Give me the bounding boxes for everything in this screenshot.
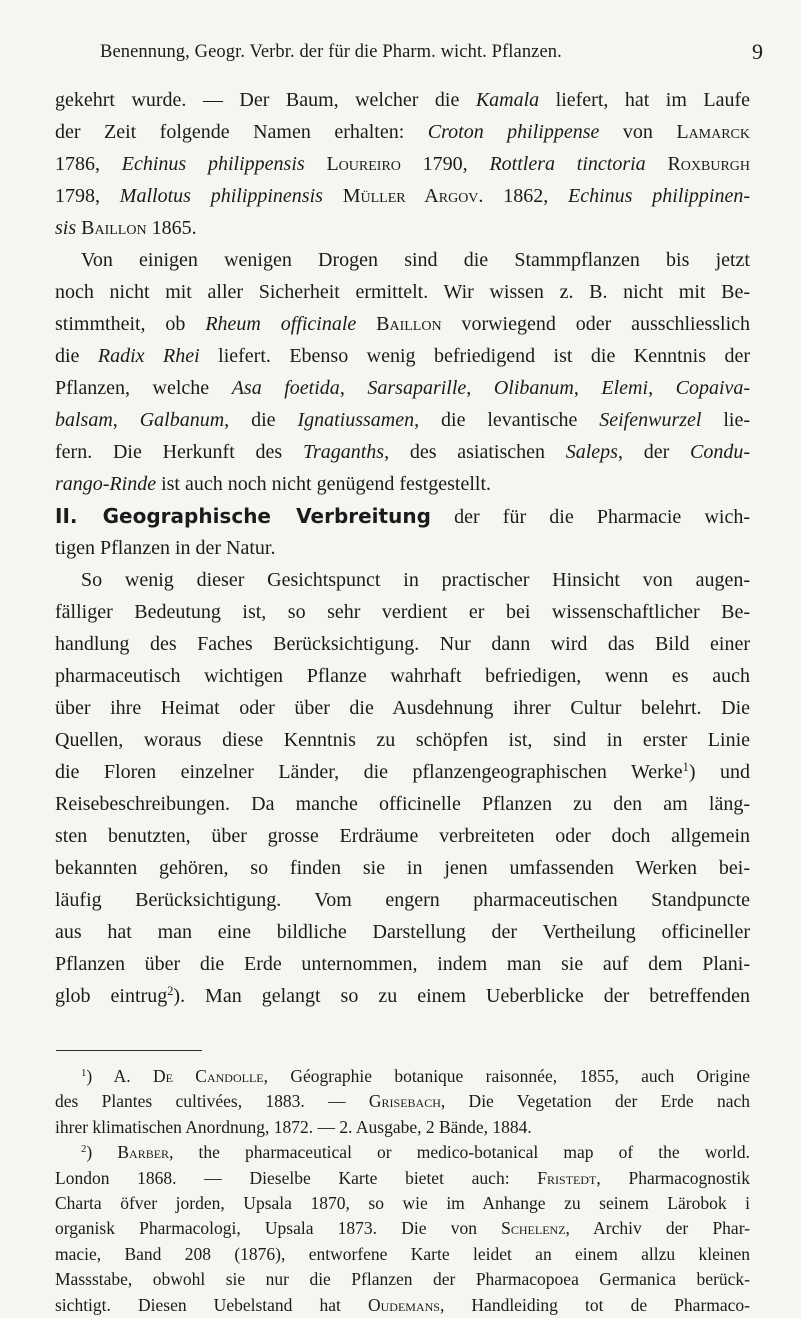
text-line: der Zeit folgende Namen erhalten: Croton philippense von Lamarck [55, 121, 750, 143]
text-line: tigen Pflanzen in der Natur. [55, 537, 276, 559]
text-line: handlung des Faches Berücksichtigung. Nur dann wird das Bild einer [55, 633, 750, 655]
footnote-line: macie, Band 208 (1876), entworfene Karte leidet an einem allzu kleinen [55, 1243, 750, 1264]
text-line: glob eintrug$^2$). Man gelangt so zu einem Ueberblicke der betreffenden [55, 984, 750, 1007]
running-head: Benennung, Geogr. Verbr. der für die Pharm. wicht. Pflanzen. [100, 42, 562, 62]
text-line: Reisebeschreibungen. Da manche officinelle Pflanzen zu den am läng- [55, 793, 750, 815]
plant-name: Kamala [475, 89, 540, 111]
footnote-ref: 2 [167, 984, 174, 999]
section-heading: II. Geographische Verbreitung der für die Pharmacie wich- [55, 504, 750, 528]
text-line: die Floren einzelner Länder, die pflanzengeographischen Werke$^1$) und [55, 760, 750, 783]
text-line: gekehrt wurde. — Der Baum, welcher die Kamala liefert, hat im Laufe [55, 89, 751, 111]
footnote-line: London 1868. — Dieselbe Karte bietet auch: Fristedt, Pharmacognostik [55, 1167, 750, 1188]
author-name: Lamarck [676, 121, 750, 143]
footnote-divider [56, 1050, 202, 1051]
text-line: 1798, Mallotus philippinensis Müller Argov. 1862, Echinus philippinen- [55, 185, 751, 207]
text-line: noch nicht mit aller Sicherheit ermittelt. Wir wissen z. B. nicht mit Be- [55, 281, 750, 303]
text-line: über ihre Heimat oder über die Ausdehnung ihrer Cultur belehrt. Die [55, 697, 750, 719]
footnotes [55, 1064, 750, 1318]
footnote-line: $^2$) Barber, the pharmaceutical or medico-botanical map of the world. [81, 1142, 750, 1163]
text-line: läufig Berücksichtigung. Vom engern pharmaceutischen Standpuncte [55, 889, 750, 911]
footnote-ref: 1 [682, 760, 689, 775]
text-line: Quellen, woraus diese Kenntnis zu schöpfen ist, sind in erster Linie [55, 729, 750, 751]
body-text [55, 84, 750, 1012]
footnote-line: $^1$) A. De Candolle, Géographie botanique raisonnée, 1855, auch Origine [81, 1066, 750, 1086]
text-line: sis Baillon 1865. [55, 217, 197, 239]
text-line: Pflanzen, welche Asa foetida, Sarsaparille, Olibanum, Elemi, Copaiva- [55, 377, 751, 399]
text-line: fern. Die Herkunft des Traganths, des asiatischen Saleps, der Condu- [55, 441, 751, 463]
footnote-line: organisk Pharmacologi, Upsala 1873. Die von Schelenz, Archiv der Phar- [55, 1218, 750, 1239]
text-line: balsam, Galbanum, die Ignatiussamen, die levantische Seifenwurzel lie- [55, 409, 751, 431]
text-line: stimmtheit, ob Rheum officinale Baillon vorwiegend oder ausschliesslich [55, 313, 751, 335]
page-number: 9 [752, 39, 763, 64]
text-line: rango-Rinde ist auch noch nicht genügend festgestellt. [55, 473, 492, 495]
footnote-line: Charta öfver jorden, Upsala 1870, so wie im Anhange zu seinem Lärobok i [55, 1192, 750, 1213]
text-line: 1786, Echinus philippensis Loureiro 1790, Rottlera tinctoria Roxburgh [55, 153, 751, 175]
footnote-line: Massstabe, obwohl sie nur die Pflanzen der Pharmacopoea Germanica berück- [55, 1269, 750, 1290]
text-line: aus hat man eine bildliche Darstellung der Vertheilung officineller [55, 921, 750, 943]
text-line: fälliger Bedeutung ist, so sehr verdient er bei wissenschaftlicher Be- [55, 601, 750, 623]
text-line: So wenig dieser Gesichtspunct in practischer Hinsicht von augen- [81, 569, 750, 591]
text-line: pharmaceutisch wichtigen Pflanze wahrhaft befriedigen, wenn es auch [55, 665, 750, 687]
section-title: Geographische Verbreitung [102, 504, 431, 528]
footnote-line: des Plantes cultivées, 1883. — Grisebach, Die Vegetation der Erde nach [55, 1091, 751, 1112]
text-line: Von einigen wenigen Drogen sind die Stammpflanzen bis jetzt [81, 249, 750, 271]
text-line: sten benutzten, über grosse Erdräume verbreiteten oder doch allgemein [55, 825, 750, 847]
text-line: bekannten gehören, so finden sie in jenen umfassenden Werken bei- [55, 857, 750, 879]
footnote-line: sichtigt. Diesen Uebelstand hat Oudemans, Handleiding tot de Pharmaco- [55, 1294, 750, 1315]
text-line: die Radix Rhei liefert. Ebenso wenig befriedigend ist die Kenntnis der [55, 345, 750, 367]
footnote-line: ihrer klimatischen Anordnung, 1872. — 2. Ausgabe, 2 Bände, 1884. [55, 1116, 532, 1137]
text-line: Pflanzen über die Erde unternommen, indem man sie auf dem Plani- [55, 953, 750, 975]
